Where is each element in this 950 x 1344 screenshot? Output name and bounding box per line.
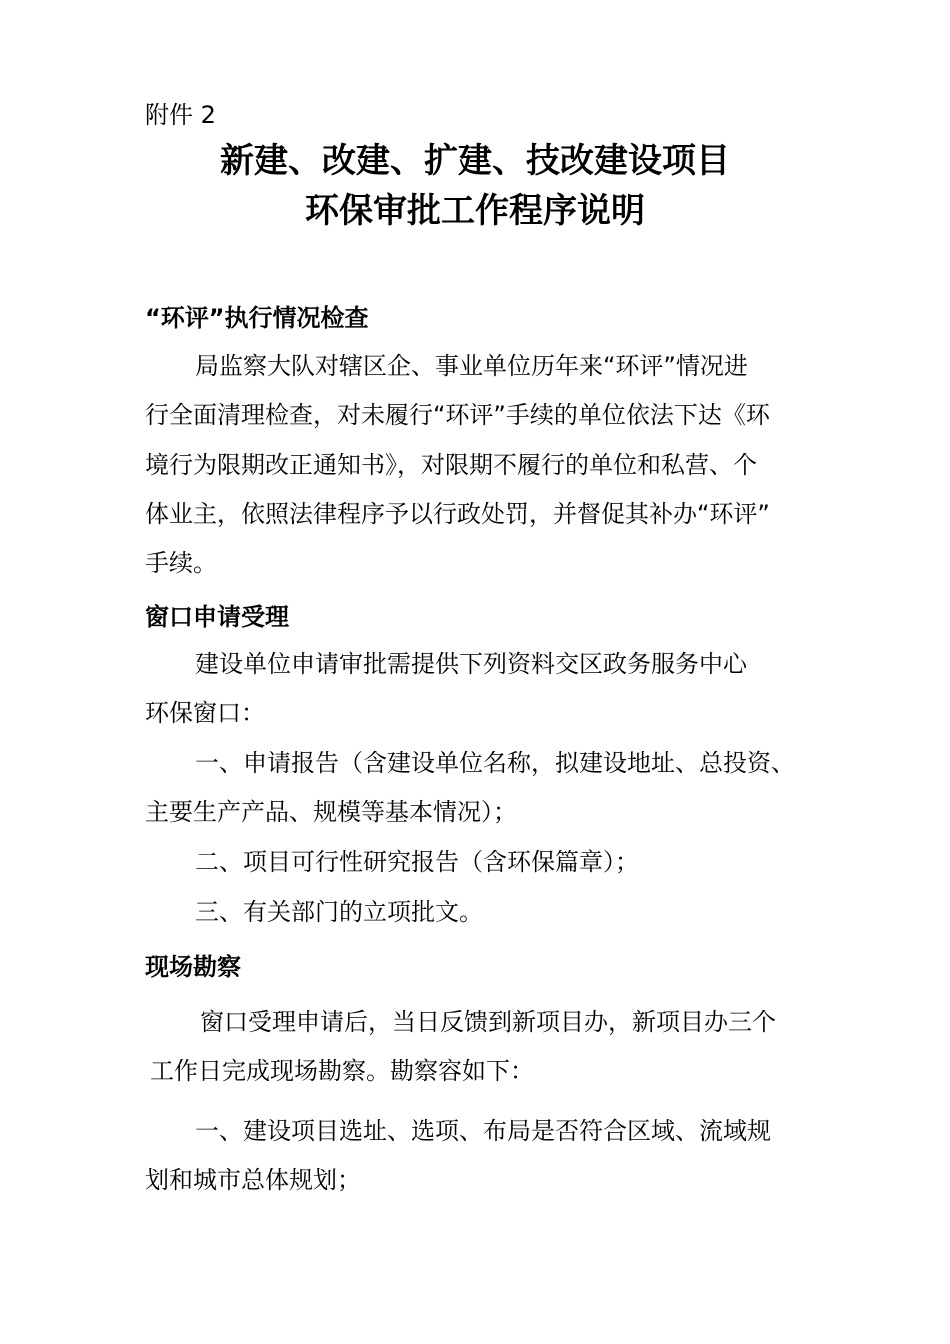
list-item-line: 一、申请报告（含建设单位名称，拟建设地址、总投资、 — [195, 749, 795, 777]
list-item-line: 三、有关部门的立项批文。 — [195, 898, 483, 926]
document-title-line-1: 新建、改建、扩建、技改建设项目 — [220, 141, 730, 181]
paragraph-line: 窗口受理申请后，当日反馈到新项目办，新项目办三个 — [200, 1008, 776, 1036]
paragraph-line: 局监察大队对辖区企、事业单位历年来“环评”情况进 — [195, 352, 748, 380]
attachment-label: 附件 2 — [145, 101, 216, 129]
section-heading-site-survey: 现场勘察 — [145, 953, 241, 981]
document-title-line-2: 环保审批工作程序说明 — [305, 191, 645, 231]
list-item-line: 二、项目可行性研究报告（含环保篇章）； — [195, 848, 639, 876]
section-heading-window-application: 窗口申请受理 — [145, 603, 289, 631]
paragraph-line: 行全面清理检查，对未履行“环评”手续的单位依法下达《环 — [145, 401, 770, 429]
list-item-line: 主要生产产品、规模等基本情况）； — [145, 798, 517, 826]
paragraph-line: 体业主，依照法律程序予以行政处罚，并督促其补办“环评” — [145, 500, 770, 528]
list-item-line: 一、建设项目选址、选项、布局是否符合区域、流域规 — [195, 1117, 771, 1145]
paragraph-line: 建设单位申请审批需提供下列资料交区政务服务中心 — [195, 650, 747, 678]
paragraph-line: 环保窗口： — [145, 699, 265, 727]
paragraph-line: 境行为限期改正通知书》，对限期不履行的单位和私营、个 — [145, 451, 757, 479]
list-item-line: 划和城市总体规划； — [145, 1166, 361, 1194]
section-heading-eia-check: “环评”执行情况检查 — [145, 304, 369, 332]
paragraph-line: 工作日完成现场勘察。勘察容如下： — [150, 1057, 534, 1085]
paragraph-line: 手续。 — [145, 549, 217, 577]
